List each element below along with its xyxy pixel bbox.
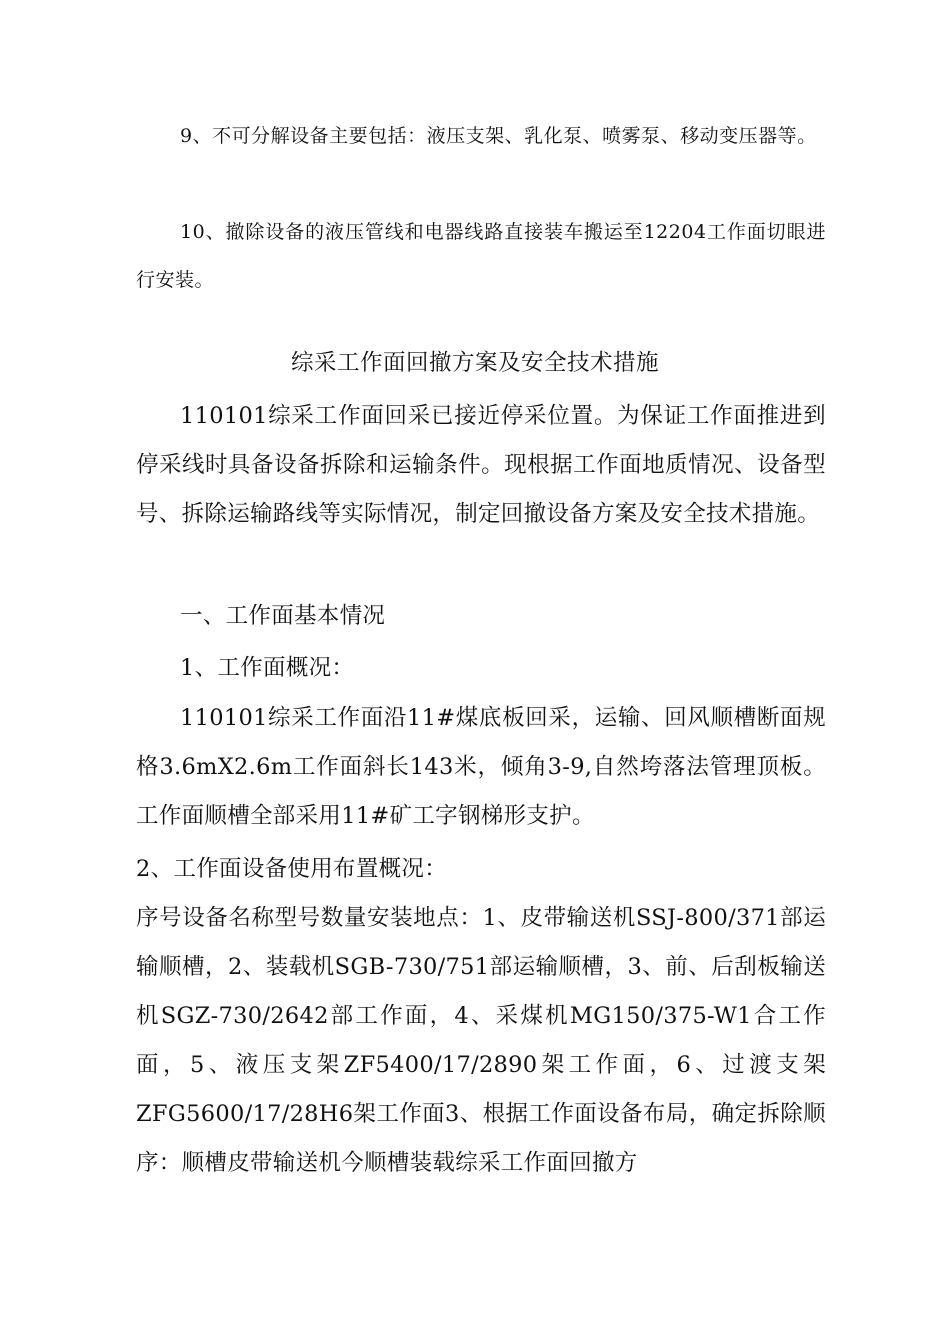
section-1-heading: 一、工作面基本情况 [180,603,386,629]
subsection-2-body: 序号设备名称型号数量安装地点：1、皮带输送机SSJ-800/371部运输顺槽，2、装载机SGB-730/751部运输顺槽，3、前、后刮板输送机SGZ-730/2642部工作面，4、采煤机MG150/375-W1合工作面，5、液压支架ZF5400/17/2890架工作面，6、过渡支架ZFG5600/17/28H6架工作面3、根据工作面设备布局，确定拆除顺序：顺槽皮带输送机今顺槽装载综采工作面回撤方 [136,905,826,1176]
subsection-1-body: 110101综采工作面沿11#煤底板回采，运输、回风顺槽断面规格3.6mX2.6m工作面斜长143米，倾角3-9,自然垮落法管理顶板。工作面顺槽全部采用11#矿工字钢梯形支护。 [136,705,826,829]
subsection-2-heading: 2、工作面设备使用布置概况： [136,856,448,882]
item-9-paragraph: 9、不可分解设备主要包括：液压支架、乳化泵、喷雾泵、移动变压器等。 [180,125,817,147]
item-10-paragraph: 10、撤除设备的液压管线和电器线路直接装车搬运至12204工作面切眼进行安装。 [136,221,826,291]
subsection-1-heading: 1、工作面概况： [180,655,355,681]
intro-paragraph: 110101综采工作面回采已接近停采位置。为保证工作面推进到停采线时具备设备拆除和运输条件。现根据工作面地质情况、设备型号、拆除运输路线等实际情况，制定回撤设备方案及安全技术措施。 [136,403,826,527]
document-title: 综采工作面回撤方案及安全技术措施 [290,350,659,376]
